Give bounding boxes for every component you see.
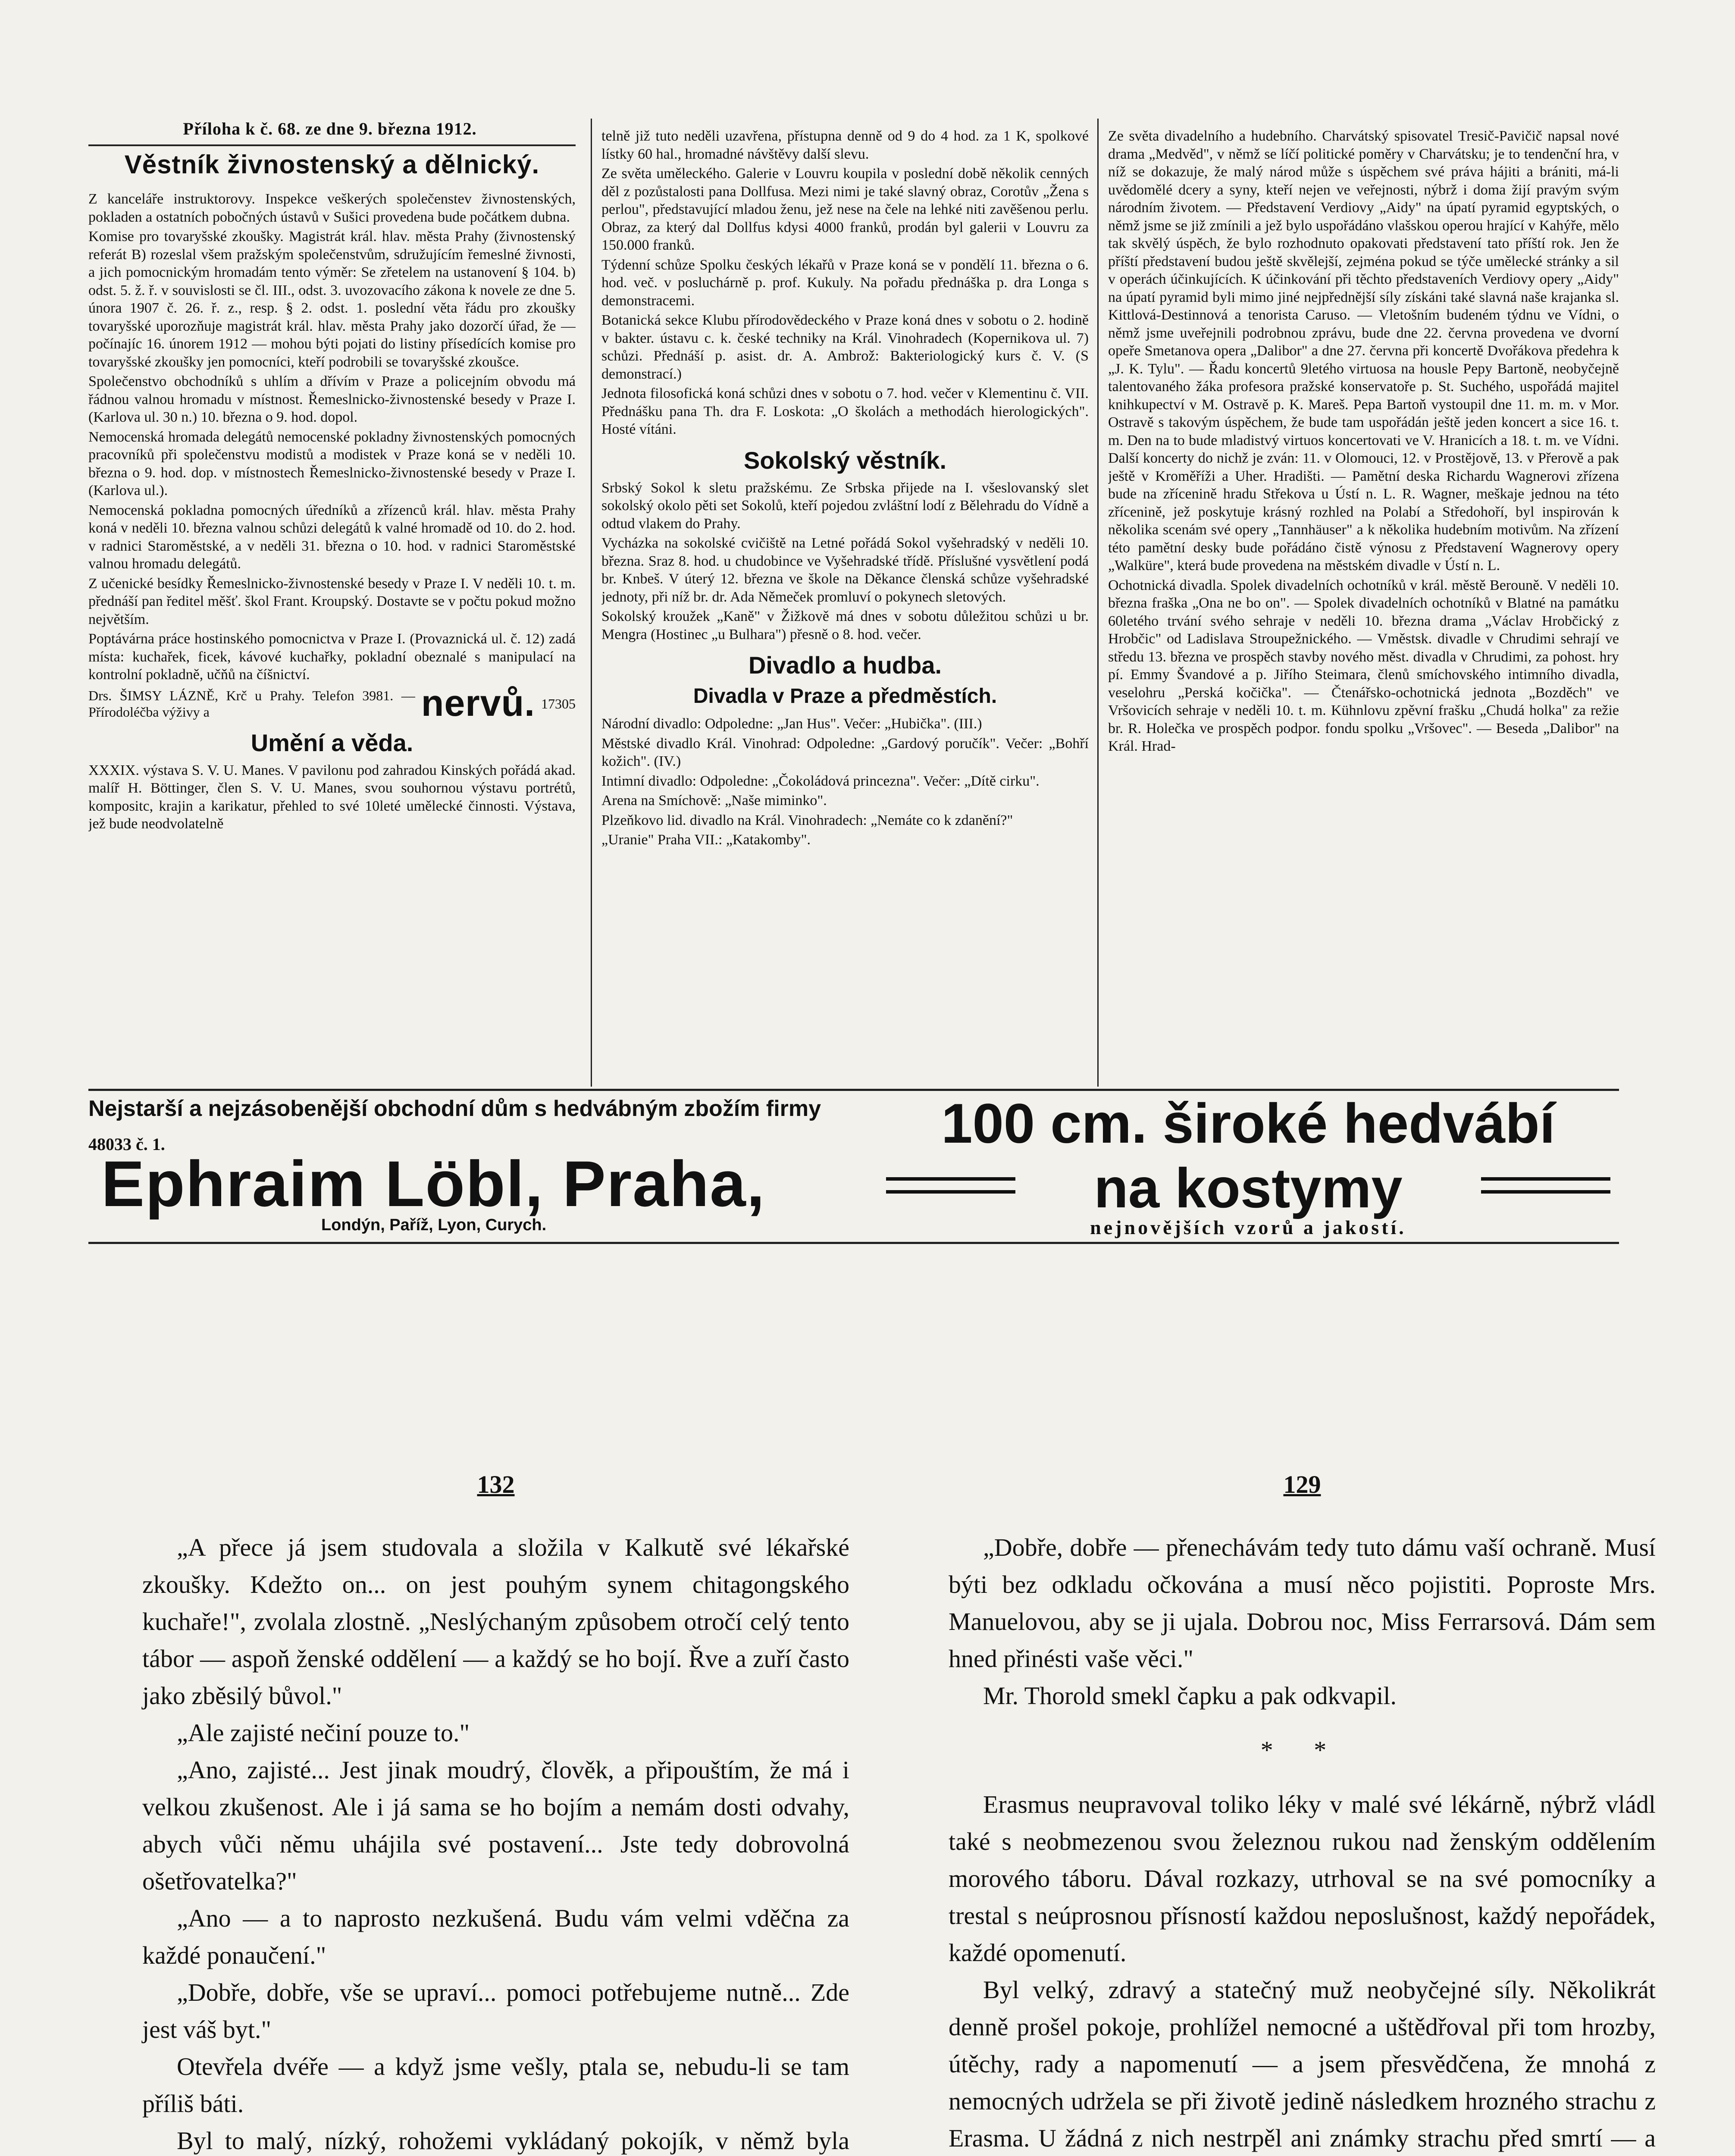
ad-subline: na kostymy	[1094, 1156, 1403, 1219]
article-paragraph: Společenstvo obchodníků s uhlím a dřívím v Praze a policejním obvodu má řádnou valnou hromadu v místnost. Řemeslnicko-živnostenské besedy v Praze I. (Karlova ul. 30 n.) 10. března o 9. hod. dopol.	[88, 373, 576, 425]
ad-telephone: 48033 č. 1.	[88, 1134, 165, 1154]
spa-ad-text: Drs. ŠIMSY LÁZNĚ, Krč u Prahy. Telefon 3981. — Přírodoléčba výživy a	[88, 687, 415, 720]
theatre-listing: Arena na Smíchově: „Naše miminko".	[601, 793, 827, 808]
book-paragraph: „Ano, zajisté... Jest jinak moudrý, člověk, a připouštím, že má i velkou zkušenost. Ale i já sama se ho bojím a nemám dosti odvahy, abych vůči němu uhájila své postavení... Jste tedy dobrovolná ošetřovatelka?"	[142, 1756, 849, 1895]
article-paragraph: Botanická sekce Klubu přírodovědeckého v Praze koná dnes v sobotu o 2. hodině v bakter. ústavu c. k. české techniky na Král. Vinohradech (Kopernikova ul. 7) schůzi. Přednáší p. asist. dr. A. Ambrož: Bakteriologický kurs č. V. (S demonstrací.)	[601, 312, 1089, 382]
column-divider	[591, 119, 592, 1087]
section-subtitle-theatre: Divadla v Praze a předměstích.	[693, 685, 997, 708]
spa-advertisement	[88, 682, 576, 724]
section-break-stars: * *	[1260, 1736, 1344, 1764]
article-paragraph: Nemocenská pokladna pomocných úředníků a zřízenců král. hlav. města Prahy koná v neděli 10. března valnou schůzi delegátů k valné hromadě od 10. do 2. hod. v radnici Staroměstské, a v neděli 31. března o 10. hod. v radnici Staroměstské valnou hromadu delegátů.	[88, 502, 576, 572]
article-paragraph: Komise pro tovaryšské zkoušky. Magistrát král. hlav. města Prahy (živnostenský referát B) rozeslal všem pražským společenstvům, sdružujícím řemeslné živnosti, a jich pomocnickým hromadám tento výměr: Se zřetelem na ustanovení § 104. b) odst. 5. ž. ř. v souvislosti se čl. III., odst. 3. uvozovacího zákona k novele ze dne 5. února 1907 č. 26. ř. z., resp. § 2. odst. 1. poslední věta řádu pro zkoušky tovaryšské uporozňuje magistrát král. hlav. města Prahy jako dozorčí úřad, že — počínajíc 16. únorem 1912 — mohou býti pojati do listiny přísedících komise pro tovaryšské zkoušky jen pomocníci, kteří podrobili se tovaryšské zkoušce.	[88, 229, 576, 370]
article-paragraph: Srbský Sokol k sletu pražskému. Ze Srbska přijede na I. všeslovanský slet sokolský okolo pěti set Sokolů, kteří pojedou zvláštní lodí z Bělehradu do Vídně a odtud vlakem do Prahy.	[601, 479, 1089, 532]
article-paragraph: Týdenní schůze Spolku českých lékařů v Praze koná se v pondělí 11. března o 6. hod. več. v posluchárně p. prof. Kukuly. Na pořadu přednáška p. dra Longa s demonstracemi.	[601, 257, 1089, 309]
theatre-listing: „Uranie" Praha VII.: „Katakomby".	[601, 832, 811, 848]
silk-advertisement	[88, 1089, 1619, 1244]
spa-ad-word: nervů.	[421, 682, 535, 724]
ad-tagline: Nejstarší a nejzásobenější obchodní dům s hedvábným zbožím firmy	[88, 1096, 821, 1121]
book-paragraph: Mr. Thorold smekl čapku a pak odkvapil.	[983, 1682, 1397, 1710]
page-number: 132	[477, 1470, 515, 1498]
article-paragraph: XXXIX. výstava S. V. U. Manes. V pavilonu pod zahradou Kinských pořádá akad. malíř H. Böttinger, člen S. V. U. Manes, svou souhornou výstavu portrétů, kompositc, krajin a karikatur, přehled to své 10leté umělecké činnosti. Výstava, jež bude neodvolatelně	[88, 762, 576, 832]
article-paragraph: Jednota filosofická koná schůzi dnes v sobotu o 7. hod. večer v Klementinu č. VII. Přednášku pana Th. dra F. Loskota: „O školách a methodách hierologických". Hosté vítáni.	[601, 385, 1089, 437]
column-divider	[1097, 119, 1099, 1087]
book-paragraph: „Dobře, dobře, vše se upraví... pomoci potřebujeme nutně... Zde jest váš byt."	[142, 1978, 849, 2043]
theatre-listing: Národní divadlo: Odpoledne: „Jan Hus". Večer: „Hubička". (III.)	[601, 716, 982, 732]
section-title-sokol: Sokolský věstník.	[743, 446, 946, 474]
ad-cities: Londýn, Paříž, Lyon, Curych.	[321, 1216, 547, 1234]
book-paragraph: Erasmus neupravoval toliko léky v malé své lékárně, nýbrž vládl také s neobmezenou svou železnou rukou nad ženským oddělením morového táboru. Dával rozkazy, utrhoval se na své pomocníky a trestal s neúprosnou přísností každou neposlušnost, každý nepořádek, každé opomenutí.	[949, 1790, 1656, 1967]
section-title-trade: Věstník živnostenský a dělnický.	[124, 150, 540, 179]
book-paragraph: Byl velký, zdravý a statečný muž neobyčejné síly. Několikrát denně prošel pokoje, prohlížel nemocné a uštědřoval při tom hrozby, útěchy, rady a napomenutí — a jsem přesvědčena, že mnohá z nemocných udržela se při životě jedině následkem hrozného strachu z Erasma. U žádná z nich nestrpěl ani známky strachu před smrtí — a	[949, 1976, 1656, 2152]
newspaper-clipping	[88, 119, 1619, 1291]
article-paragraph: Nemocenská hromada delegátů nemocenské pokladny živnostenských pomocných pracovníků při společenstvu modistů a modistek v Praze koná se v neděli 10. března o 9. hod. dop. v místnostech Řemeslnicko-živnostenské besedy v Praze I. (Karlova ul.).	[88, 429, 576, 498]
spa-ad-number: 17305	[541, 696, 576, 711]
article-paragraph: Z učenické besídky Řemeslnicko-živnostenské besedy v Praze I. V neděli 10. t. m. přednáší pan ředitel měšť. škol Frant. Kroupský. Dostavte se v počtu pokud možno největším.	[88, 575, 576, 627]
supplement-header: Příloha k č. 68. ze dne 9. března 1912.	[183, 119, 477, 138]
column-culture-news	[601, 127, 1089, 1072]
book-paragraph: „Ano — a to naprosto nezkušená. Budu vám velmi vděčna za každé ponaučení."	[142, 1904, 849, 1969]
book-paragraph: „A přece já jsem studovala a složila v Kalkutě své lékařské zkoušky. Kdežto on... on jest pouhým synem chitagongského kuchaře!", zvolala zlostně. „Neslýchaným způsobem otročí celý tento tábor — aspoň ženské oddělení — a každý se ho bojí. Řve a zuří často jako zběsilý bůvol."	[142, 1533, 849, 1710]
book-paragraph: Byl to malý, nízký, rohožemi vykládaný pokojík, v němž byla	[177, 2127, 849, 2155]
article-paragraph: Vycházka na sokolské cvičiště na Letné pořádá Sokol vyšehradský v neděli 10. března. Sraz 8. hod. u chudobince ve Vyšehradské třídě. Příslušné vysvětlení podá br. Knbeš. V úterý 12. března ve škole na Děkance členská schůze vyšehradské jednoty, při níž br. dr. Ada Němeček promluví o pokynech sletových.	[601, 535, 1089, 605]
article-paragraph: Sokolský kroužek „Kaně" v Žižkově má dnes v sobotu důležitou schůzi u br. Mengra (Hostinec „u Bulhara") přesně o 8. hod. večer.	[601, 608, 1089, 642]
ad-firm-name: Ephraim Löbl, Praha,	[101, 1147, 766, 1220]
book-page-left	[142, 1466, 849, 2156]
column-theatre-music	[1108, 127, 1619, 1072]
book-paragraph: „Dobře, dobře — přenechávám tedy tuto dámu vaší ochraně. Musí býti bez odkladu očkována a musí něco pojistiti. Poproste Mrs. Manuelovou, aby se ji ujala. Dobrou noc, Miss Ferrarsová. Dám sem hned přinésti vaše věci."	[949, 1533, 1656, 1673]
article-paragraph: telně již tuto neděli uzavřena, přístupna denně od 9 do 4 hod. za 1 K, spolkové lístky 60 hal., hromadné návštěvy další slevu.	[601, 128, 1089, 162]
theatre-listing: Intimní divadlo: Odpoledne: „Čokoládová princezna". Večer: „Dítě cirku".	[601, 773, 1040, 789]
book-page-right	[949, 1466, 1656, 2156]
ad-headline: 100 cm. široké hedvábí	[941, 1092, 1555, 1155]
book-paragraph: „Ale zajisté nečiní pouze to."	[177, 1719, 470, 1747]
article-paragraph: Z kanceláře instruktorovy. Inspekce veškerých společenstev živnostenských, pokladen a ostatních pobočných ústavů v Sušici provedena bude počátkem dubna.	[88, 191, 576, 225]
ad-patterns: nejnovějších vzorů a jakostí.	[1090, 1216, 1406, 1238]
article-paragraph: Ze světa divadelního a hudebního. Charvátský spisovatel Tresič-Pavičič napsal nové drama „Medvěd", v němž se líčí politické poměry v Charvátsku; je to tendenční hra, v níž se dokazuje, že malý národ může s úspěchem své práva hájiti a brániti, má-li uvědomělé dcery a syny, kteří nejen ve veřejnosti, nýbrž i doma žijí pravým svým národním životem. — Představení Verdiovy „Aidy" na úpatí pyramid egyptských, o němž jsme se již zmínili a jež bylo uspořádáno vlašskou operou hrající v Kahýře, mělo tak skvělý úspěch, že bylo rozhodnuto opakovati představení tato příští rok. Jen že příští představení budou ještě skvělejší, zejména pokud se týče umělecké stránky a sil v operách účinkujících. K účinkování při těchto představeních Verdiovy opery „Aidy" na úpatí pyramid byli mimo jiné nejpřednější síly získáni také slavná naše krajanka sl. Kittlová-Destinnová a tenorista Caruso. — Vletošním budeném týdnu ve Vídni, o němž jsme uveřejnili podrobnou zprávu, bude dne 22. června provedena ve dvorní opeře Smetanova opera „Dalibor" a dne 27. června při koncertě Dvořákova předehra k „J. K. Tylu". — Řadu koncertů 9letého virtuosa na housle Pepy Bartoně, neobyčejně talentovaného žáka profesora pražské konservatoře p. St. Suchého, uspořádá majitel knihkupectví v M. Ostravě p. K. Mareš. Pepa Bartoň vystoupil dne 11. m. m. v Mor. Ostravě s takovým úspěchem, že bude tam uspořádán ještě jeden koncert a sice 16. t. m. Den na to bude mladistvý virtuos koncertovati ve V. Hranicích a 18. t. m. ve Vídni. Další koncerty do nichž je zván: 11. v Olomouci, 12. v Prostějově, 13. v Přerově a pak ještě v Kroměříži a Uher. Hradišti. — Pamětní deska Richardu Wagnerovi zřízena bude na zřícenině hradu Střekova u Ústí n. L. R. Wagner, meškaje jednou na této zřícenině, jež poskytuje krásný rozhled na Polabí a Středohoří, byl inspirován k několika scenám své opery „Tannhäuser" a k několika hudebním motivům. Na zřízení této pamětní desky bude pořádáno čistě výnosu z Představení Wagnerovy opery „Walküre", která bude provedena na městském divadle v Ústí n. L.	[1108, 128, 1619, 573]
article-paragraph: Poptávárna práce hostinského pomocnictva v Praze I. (Provaznická ul. č. 12) zadá místa: kuchařek, ficek, kávové kuchařky, pokladní obeznalé s manipulací na kontrolní pokladně, učňů na číšnictví.	[88, 631, 576, 683]
page-number: 129	[1283, 1470, 1321, 1498]
theatre-listing: Plzeňkovo lid. divadlo na Král. Vinohradech: „Nemáte co k zdanění?"	[601, 812, 1013, 828]
article-paragraph: Ochotnická divadla. Spolek divadelních ochotníků v král. městě Berouně. V neděli 10. března fraška „Ona ne bo on". — Spolek divadelních ochotníků v Blatné na památku 60letého trvání svého sehraje v neděli 10. března drama „Václav Hrobčický z Hrobčic" od Ladislava Stroupežnického. — Vměstsk. divadle v Chrudimi sehrají ve středu 13. března ve prospěch stavby nového měst. divadla v Chrudimi, za pohost. hry pí. Emmy Švandové a p. Jiřího Steimara, členů smíchovského intimního divadla, veselohru „Perská kočička". — Čtenářsko-ochotnická jednota „Bozděch" ve Vršovicích sehraje v neděli 10. t. m. Kühnlovu zpěvní frašku „Chudá holka" za režie br. R. Holečka ve prospěch podpor. fondu spolku „Vršovec". — Beseda „Dalibor" na Král. Hrad-	[1108, 577, 1619, 754]
column-trade-news	[88, 136, 576, 1080]
theatre-listing: Městské divadlo Král. Vinohrad: Odpoledne: „Gardový poručík". Večer: „Bohří kožich". (IV.)	[601, 735, 1089, 769]
section-title-theatre: Divadlo a hudba.	[748, 652, 942, 679]
book-paragraph: Otevřela dvéře — a když jsme vešly, ptala se, nebudu-li se tam příliš báti.	[142, 2053, 849, 2118]
article-paragraph: Ze světa uměleckého. Galerie v Louvru koupila v poslední době několik cenných děl z pozůstalosti pana Dollfusa. Mezi nimi je také slavný obraz, Corotův „Žena s perlou", představující mladou ženu, jež nese na čele na lehké niti zavěšenou perlu. Obraz, za který dal Dollfus kdysi 4000 franků, prodán byl galerii v Louvru za 150.000 franků.	[601, 166, 1089, 253]
section-title-art: Umění a věda.	[251, 729, 413, 756]
